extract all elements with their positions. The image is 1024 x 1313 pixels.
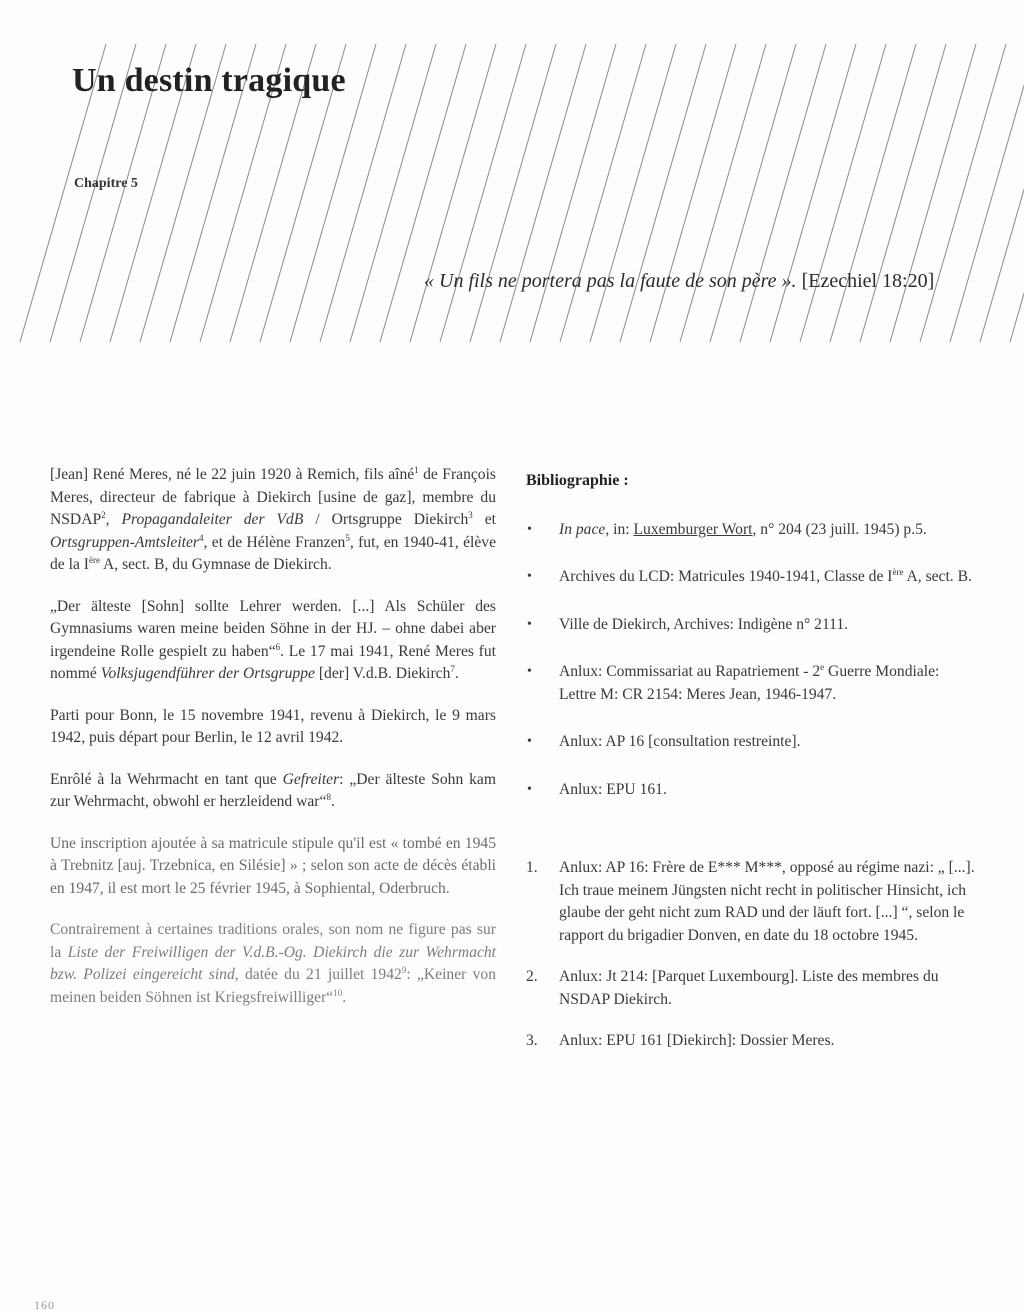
hatch-line [980, 44, 1024, 342]
footnote-ref: 9 [401, 964, 407, 975]
footnote-ref: 5 [345, 532, 350, 543]
newspaper-title: Luxemburger Wort [633, 520, 753, 538]
footnotes-list [526, 857, 978, 1053]
footnote-number: 3. [526, 1032, 538, 1049]
epigraph [424, 270, 934, 293]
paragraph-wehrmacht: Enrôlé à la Wehrmacht en tant que Gefreiter: „Der älteste Sohn kam zur Wehrmacht, obwohl er herzleidend war“$^8$. [50, 770, 496, 810]
footnote-item [526, 857, 978, 947]
hatch-line [1010, 44, 1024, 342]
paragraph-biography: [Jean] René Meres, né le 22 juin 1920 à Remich, fils aîné$^1$ de François Meres, directeur de fabrique à Diekirch [usine de gaz], membre du NSDAP$^2$, Propagandaleiter der VdB / Ortsgruppe Diekirch$^3$ et Ortsgruppen-Amtsleiter$^4$, et de Hélène Franzen$^5$, fut, en 1940-41, élève de la Ière A, sect. B, du Gymnase de Diekirch. [50, 464, 497, 573]
chapter-title: Un destin tragique [72, 62, 346, 99]
footnote-ref: 7 [450, 663, 455, 674]
footnote-text: Anlux: Jt 214: [Parquet Luxembourg]. Liste des membres du NSDAP Diekirch. [559, 968, 939, 1008]
footnote-number: 2. [526, 968, 538, 985]
footnote-number: 1. [526, 859, 538, 876]
footnote-text: Anlux: EPU 161 [Diekirch]: Dossier Meres. [559, 1032, 835, 1049]
bibliography-item: • Anlux: EPU 161. [526, 779, 978, 802]
footnote-ref: 3 [468, 509, 473, 520]
footnote-item [526, 1030, 978, 1053]
footnote-ref: 8 [326, 791, 331, 802]
paragraph-list-volunteers: Contrairement à certaines traditions orales, son nom ne figure pas sur la Liste der Freiwilligen der V.d.B.-Og. Diekirch die zur Wehrmacht bzw. Polizei eingereicht sind, datée du 21 juillet 1942$^9$: „Keiner von meinen beiden Söhnen ist Kriegsfreiwilliger“$^{10}$. [50, 921, 497, 1006]
bibliography-heading: Bibliographie : [526, 472, 629, 489]
footnote-text: Anlux: AP 16: Frère de E*** M***, opposé au régime nazi: „ [...]. Ich traue meinem Jüngsten nicht recht in politischer Hinsicht, ich glaube der geht nicht zum RAD und der läuft fort. [...] “, selon le rapport du brigadier Donven, en date du 18 octobre 1945. [559, 859, 975, 944]
paragraph-travel: Parti pour Bonn, le 15 novembre 1941, revenu à Diekirch, le 9 mars 1942, puis départ pour Berlin, le 12 avril 1942. [50, 706, 496, 746]
bullet-icon: • [527, 569, 532, 584]
bullet-icon: • [527, 521, 532, 537]
bibliography-item: • Ville de Diekirch, Archives: Indigène n° 2111. [526, 614, 978, 637]
footnote-ref: 4 [199, 532, 204, 543]
footnote-ref: 1 [414, 464, 419, 475]
bullet-icon: • [527, 616, 532, 632]
bibliography-list [526, 519, 978, 802]
page-number: 160 [34, 1298, 55, 1312]
bibliography-item: • In pace, in: Luxemburger Wort, n° 204 (23 juill. 1945) p.5. [526, 519, 978, 542]
epigraph-quote: « Un fils ne portera pas la faute de son père ». [424, 270, 797, 292]
main-text-column [50, 464, 496, 1028]
bibliography-item: • Anlux: Commissariat au Rapatriement - 2e Guerre Mondiale: Lettre M: CR 2154: Meres Jean, 1946-1947. [527, 661, 940, 703]
bibliography-item: • Anlux: AP 16 [consultation restreinte]. [526, 731, 978, 754]
bullet-icon: • [527, 734, 532, 749]
footnote-item [526, 966, 978, 1011]
paragraph-quote-father: „Der älteste [Sohn] sollte Lehrer werden. [...] Als Schüler des Gymnasiums waren meine beiden Söhne in der HJ. – ohne dabei aber irgendeine Rolle gespielt zu haben“$^6$. Le 17 mai 1941, René Meres fut nommé Volksjugendführer der Ortsgruppe [der] V.d.B. Diekirch$^7$. [50, 597, 496, 682]
footnote-ref: 10 [333, 987, 343, 998]
diagonal-hatch-decoration [0, 0, 1024, 360]
epigraph-reference: [Ezechiel 18:20] [801, 270, 935, 292]
footnote-ref: 2 [101, 509, 106, 520]
chapter-number: Chapitre 5 [74, 176, 138, 191]
footnote-ref: 6 [275, 641, 281, 652]
bibliography-item: • Archives du LCD: Matricules 1940-1941, Classe de Ière A, sect. B. [526, 566, 978, 589]
bullet-icon: • [527, 781, 532, 797]
paragraph-death: Une inscription ajoutée à sa matricule stipule qu'il est « tombé en 1945 à Trebnitz [auj. Trzebnica, en Silésie] » ; selon son acte de décès établi en 1947, il est mort le 25 février 1945, à Sophiental, Oderbruch. [50, 834, 496, 897]
bullet-icon: • [527, 664, 532, 679]
sidebar-column [526, 470, 978, 1072]
hatch-line [950, 44, 1024, 342]
